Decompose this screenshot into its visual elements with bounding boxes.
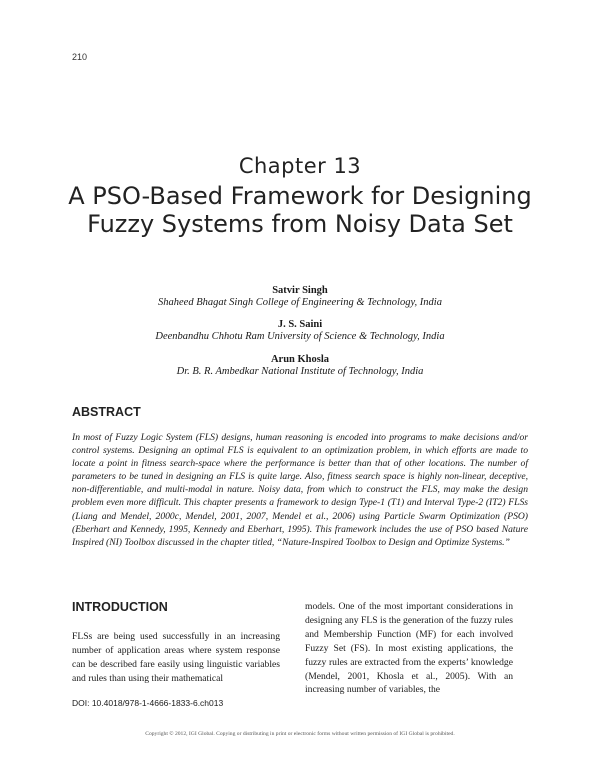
doi: DOI: 10.4018/978-1-4666-1833-6.ch013 [72, 698, 224, 708]
author-name: J. S. Saini [277, 319, 323, 330]
author-affiliation: Dr. B. R. Ambedkar National Institute of Technology, India [176, 366, 424, 377]
introduction-heading: INTRODUCTION [72, 600, 168, 614]
chapter-label: Chapter 13 [238, 154, 362, 178]
page-number: 210 [72, 52, 88, 62]
intro-column-right: models. One of the most important considerations in designing any FLS is the generation of the fuzzy rules and Membership Function (MF) for each involved Fuzzy Set (FS). In most existing applications, the fuzzy rules are extracted from the experts’ knowledge (Mendel, 2001, Khosla et al., 2005). With an increasing number of variables, the [305, 601, 513, 696]
abstract-text: In most of Fuzzy Logic System (FLS) designs, human reasoning is encoded into programs to make decisions and/or control systems. Designing an optimal FLS is equivalent to an optimization problem, in which efforts are made to locate a point in fitness search-space where the performance is better than that of other locations. The number of parameters to be tuned in designing an FLS is quite large. Also, fitness search space is highly non-linear, deceptive, non-differentiable, and multi-modal in nature. Noisy data, from which to construct the FLS, may make the design problem even more difficult. This chapter presents a framework to design Type-1 (T1) and Interval Type-2 (IT2) FLSs (Liang and Mendel, 2000c, Mendel, 2001, 2007, Mendel et al., 2006) using Particle Swarm Optimization (PSO) (Eberhart and Kennedy, 1995, Kennedy and Eberhart, 1995). This framework includes the use of PSO based Nature Inspired (NI) Toolbox discussed in the chapter titled, “Nature-Inspired Toolbox to Design and Optimize Systems.” [72, 432, 528, 548]
author-affiliation: Deenbandhu Chhotu Ram University of Science & Technology, India [155, 331, 445, 342]
paper-title: A PSO-Based Framework for Designing Fuzzy Systems from Noisy Data Set [68, 182, 532, 238]
author-name: Satvir Singh [272, 285, 328, 296]
abstract-heading: ABSTRACT [72, 405, 141, 419]
copyright-notice: Copyright © 2012, IGI Global. Copying or distributing in print or electronic forms without written permission of IGI Global is prohibited. [145, 731, 455, 737]
intro-column-left: FLSs are being used successfully in an increasing number of application areas where system response can be described fare easily using linguistic variables and rules than using their mathematical [72, 631, 280, 684]
author-affiliation: Shaheed Bhagat Singh College of Engineering & Technology, India [158, 297, 442, 308]
author-name: Arun Khosla [270, 354, 330, 365]
